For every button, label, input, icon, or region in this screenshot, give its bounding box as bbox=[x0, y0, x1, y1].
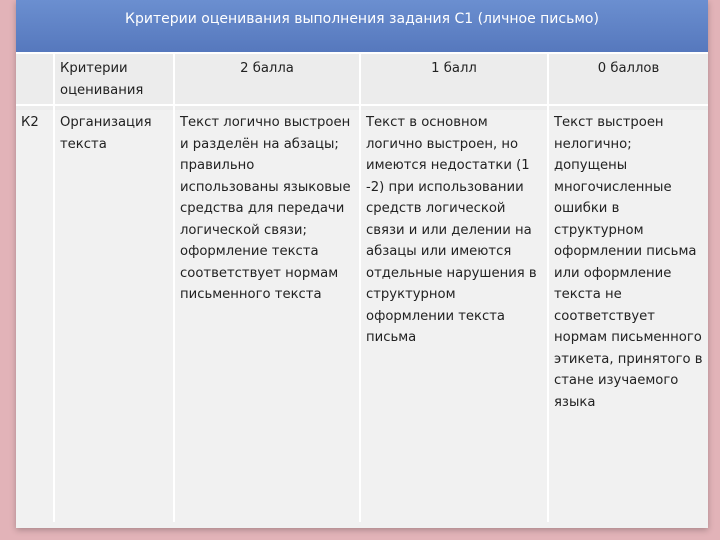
row-divider bbox=[16, 104, 708, 106]
header-score-0: 0 баллов bbox=[548, 54, 708, 110]
header-score-2: 2 балла bbox=[174, 54, 360, 110]
slide bbox=[16, 0, 708, 528]
title-bar bbox=[16, 0, 708, 54]
row-score-2-text: Текст логично выстроен и разделён на абзацы; правильно использованы языковые средства для передачи логической связи; оформление текста соответствует нормам письменного текста bbox=[174, 110, 360, 522]
slide-title: Критерии оценивания выполнения задания С1 (личное письмо) bbox=[125, 11, 599, 27]
row-score-1-text: Текст в основном логично выстроен, но имеются недостатки (1 -2) при использовании средств логической связи и или делении на абзацы или имеются отдельные нарушения в структурном оформлении текста письма bbox=[360, 110, 548, 522]
criteria-table bbox=[16, 54, 708, 522]
row-criterion: Организация текста bbox=[54, 110, 174, 522]
row-code: К2 bbox=[21, 115, 39, 130]
table-row bbox=[16, 110, 708, 522]
row-score-0-text: Текст выстроен нелогично; допущены многочисленные ошибки в структурном оформлении письма или оформление текста не соответствует нормам письменного этикета, принятого в стане изучаемого языка bbox=[548, 110, 708, 522]
header-code-cell bbox=[16, 54, 54, 110]
header-score-1: 1 балл bbox=[360, 54, 548, 110]
table-header-row bbox=[16, 54, 708, 110]
header-criteria: Критерии оценивания bbox=[54, 54, 174, 110]
